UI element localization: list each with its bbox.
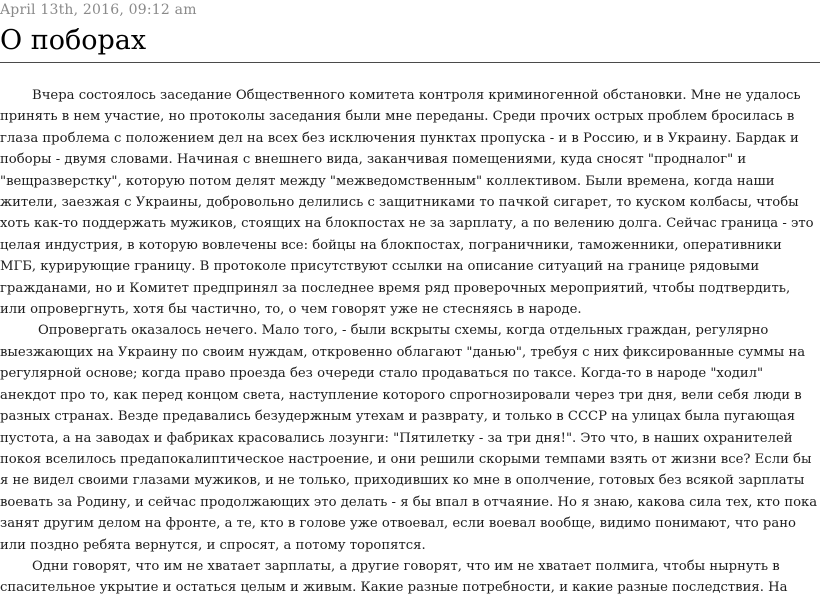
post-paragraph: Одни говорят, что им не хватает зарплаты, а другие говорят, что им не хватает полмига, чтобы нырнуть в спасительное укрытие и остаться целым и живым. Какие разные потребности, и какие разные последствия. На xyxy=(0,558,788,596)
post-body xyxy=(0,85,820,599)
post-title[interactable]: О поборах xyxy=(0,25,147,56)
post-date: April 13th, 2016, 09:12 am xyxy=(0,2,197,18)
post-paragraph: Вчера состоялось заседание Общественного комитета контроля криминогенной обстановки. Мне не удалось принять в нем участие, но протоколы заседания были мне переданы. Среди прочих острых проблем бросилась в глаза проблема с положением дел на всех без исключения пунктах пропуска - и в Россию, и в Украину. Бардак и поборы - двумя словами. Начиная с внешнего вида, заканчивая помещениями, куда сносят "продналог" и "вещразверстку", которую потом делят между "межведомственным" коллективом. Были времена, когда наши жители, заезжая с Украины, добровольно делились с защитниками то пачкой сигарет, то куском колбасы, чтобы хоть как-то поддержать мужиков, стоящих на блокпостах не за зарплату, а по велению долга. Сейчас граница - это целая индустрия, в которую вовлечены все: бойцы на блокпостах, пограничники, таможенники, оперативники МГБ, курирующие границу. В протоколе присутствуют ссылки на описание ситуаций на границе рядовыми гражданами, но и Комитет предпринял за последнее время ряд проверочных мероприятий, чтобы подтвердить, или опровергнуть, хотя бы частично, то, о чем говорят уже не стесняясь в народе. xyxy=(0,88,814,318)
title-divider xyxy=(0,62,820,63)
post-paragraph: Опровергать оказалось нечего. Мало того, - были вскрыты схемы, когда отдельных граждан, регулярно выезжающих на Украину по своим нуждам, откровенно облагают "данью", требуя с них фиксированные суммы на регулярной основе; когда право проезда без очереди стало продаваться по таксе. Когда-то в народе "ходил" анекдот про то, как перед концом света, наступление которого спрогнозировали через три дня, вели себя люди в разных странах. Везде предавались безудержным утехам и разврату, и только в СССР на улицах была пугающая пустота, а на заводах и фабриках красовались лозунги: "Пятилетку - за три дня!". Это что, в наших охранителей покоя вселилось предапокалиптическое настроение, и они решили скорыми темпами взять от жизни все? Если бы я не видел своими глазами мужиков, и не только, приходивших ко мне в ополчение, готовых без всякой зарплаты воевать за Родину, и сейчас продолжающих это делать - я бы впал в отчаяние. Но я знаю, какова сила тех, кто пока занят другим делом на фронте, а те, кто в голове уже отвоевал, если воевал вообще, видимо понимают, что рано или поздно ребята вернутся, и спросят, а потому торопятся. xyxy=(0,323,818,553)
